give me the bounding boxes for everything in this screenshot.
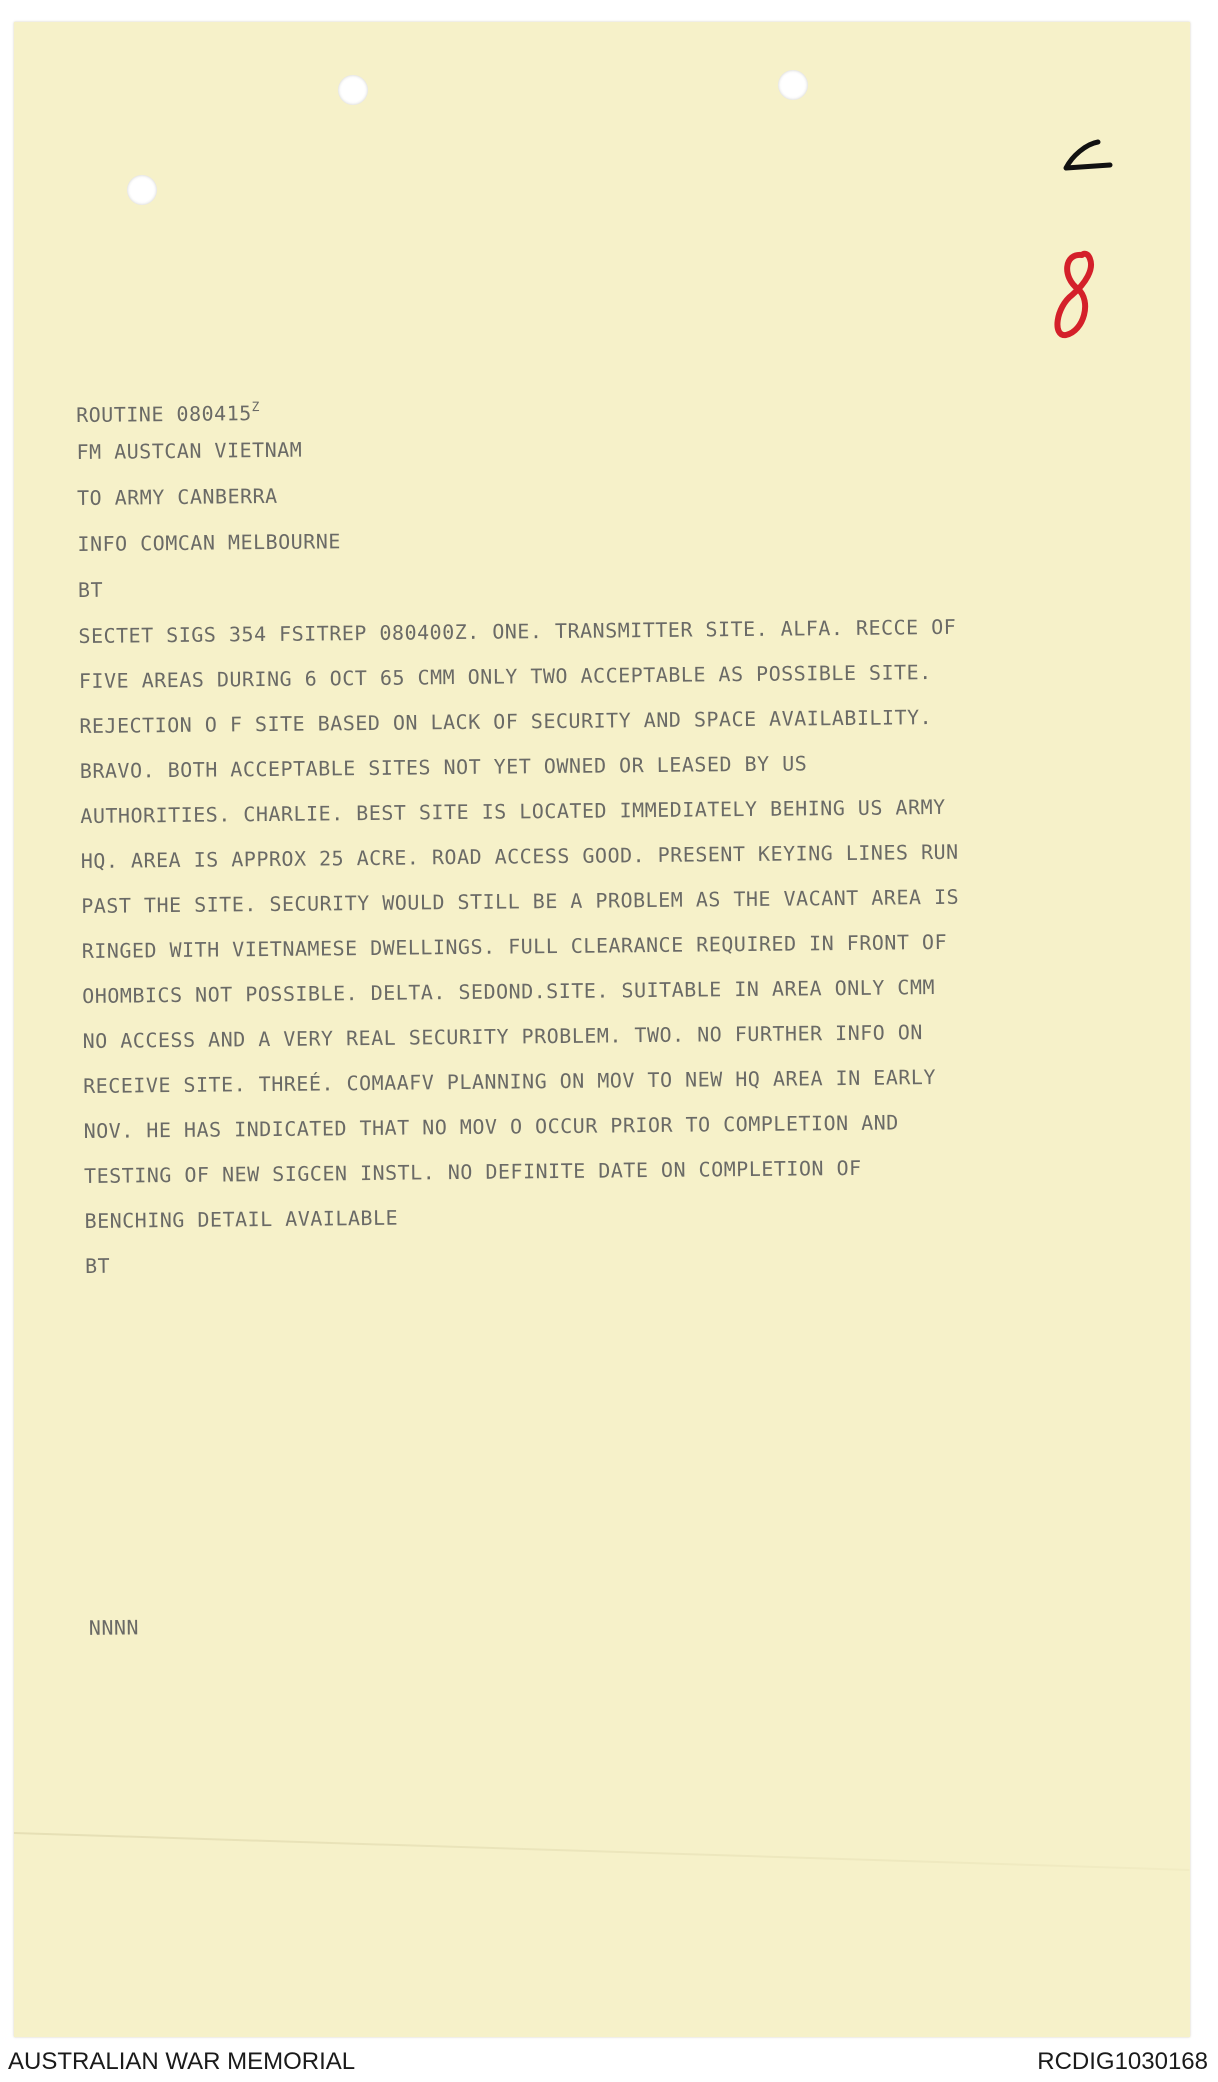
telex-message <box>76 391 1096 1640</box>
punch-hole <box>778 70 808 100</box>
paper-fold <box>14 1832 1189 1871</box>
punch-hole <box>338 75 368 105</box>
body-line: REJECTION O F SITE BASED ON LACK OF SECURITY AND SPACE AVAILABILITY. <box>79 705 933 738</box>
header-line-routine: ROUTINE $080415^Z$ <box>76 400 261 427</box>
handwritten-number-black <box>1058 132 1118 182</box>
body-line: SECTET SIGS 354 FSITREP 080400Z. ONE. TRANSMITTER SITE. ALFA. RECCE OF <box>78 614 957 648</box>
body-line: RINGED WITH VIETNAMESE DWELLINGS. FULL CLEARANCE REQUIRED IN FRONT OF <box>81 929 948 963</box>
body-line: BRAVO. BOTH ACCEPTABLE SITES NOT YET OWNED OR LEASED BY US <box>79 751 808 783</box>
header-line-to: TO ARMY CANBERRA <box>76 483 278 510</box>
body-line: BENCHING DETAIL AVAILABLE <box>84 1205 399 1233</box>
footer-source: AUSTRALIAN WAR MEMORIAL <box>8 2048 356 2075</box>
body-line: HQ. AREA IS APPROX 25 ACRE. ROAD ACCESS GOOD. PRESENT KEYING LINES RUN <box>80 839 959 873</box>
end-marker: NNNN <box>88 1615 140 1640</box>
body-line: NOV. HE HAS INDICATED THAT NO MOV O OCCUR PRIOR TO COMPLETION AND <box>83 1110 899 1143</box>
body-line: PAST THE SITE. SECURITY WOULD STILL BE A PROBLEM AS THE VACANT AREA IS <box>81 884 960 918</box>
header-line-from: FM AUSTCAN VIETNAM <box>76 437 303 464</box>
body-line: FIVE AREAS DURING 6 OCT 65 CMM ONLY TWO ACCEPTABLE AS POSSIBLE SITE. <box>78 660 932 693</box>
body-line: NO ACCESS AND A VERY REAL SECURITY PROBLEM. TWO. NO FURTHER INFO ON <box>82 1020 924 1053</box>
document-sheet <box>14 22 1190 2037</box>
punch-hole <box>127 175 157 205</box>
closing-bt: BT <box>84 1253 111 1278</box>
handwritten-number-red <box>1044 247 1104 347</box>
header-line-bt: BT <box>77 577 104 602</box>
body-line: TESTING OF NEW SIGCEN INSTL. NO DEFINITE DATE ON COMPLETION OF <box>83 1155 862 1188</box>
header-line-info: INFO COMCAN MELBOURNE <box>77 529 341 556</box>
footer-catalog-id: RCDIG1030168 <box>1037 2048 1208 2075</box>
body-line: AUTHORITIES. CHARLIE. BEST SITE IS LOCATED IMMEDIATELY BEHING US ARMY <box>80 794 946 828</box>
body-line: RECEIVE SITE. THREÉ. COMAAFV PLANNING ON MOV TO NEW HQ AREA IN EARLY <box>83 1065 937 1098</box>
body-line: OHOMBICS NOT POSSIBLE. DELTA. SEDOND.SITE. SUITABLE IN AREA ONLY CMM <box>82 975 936 1008</box>
